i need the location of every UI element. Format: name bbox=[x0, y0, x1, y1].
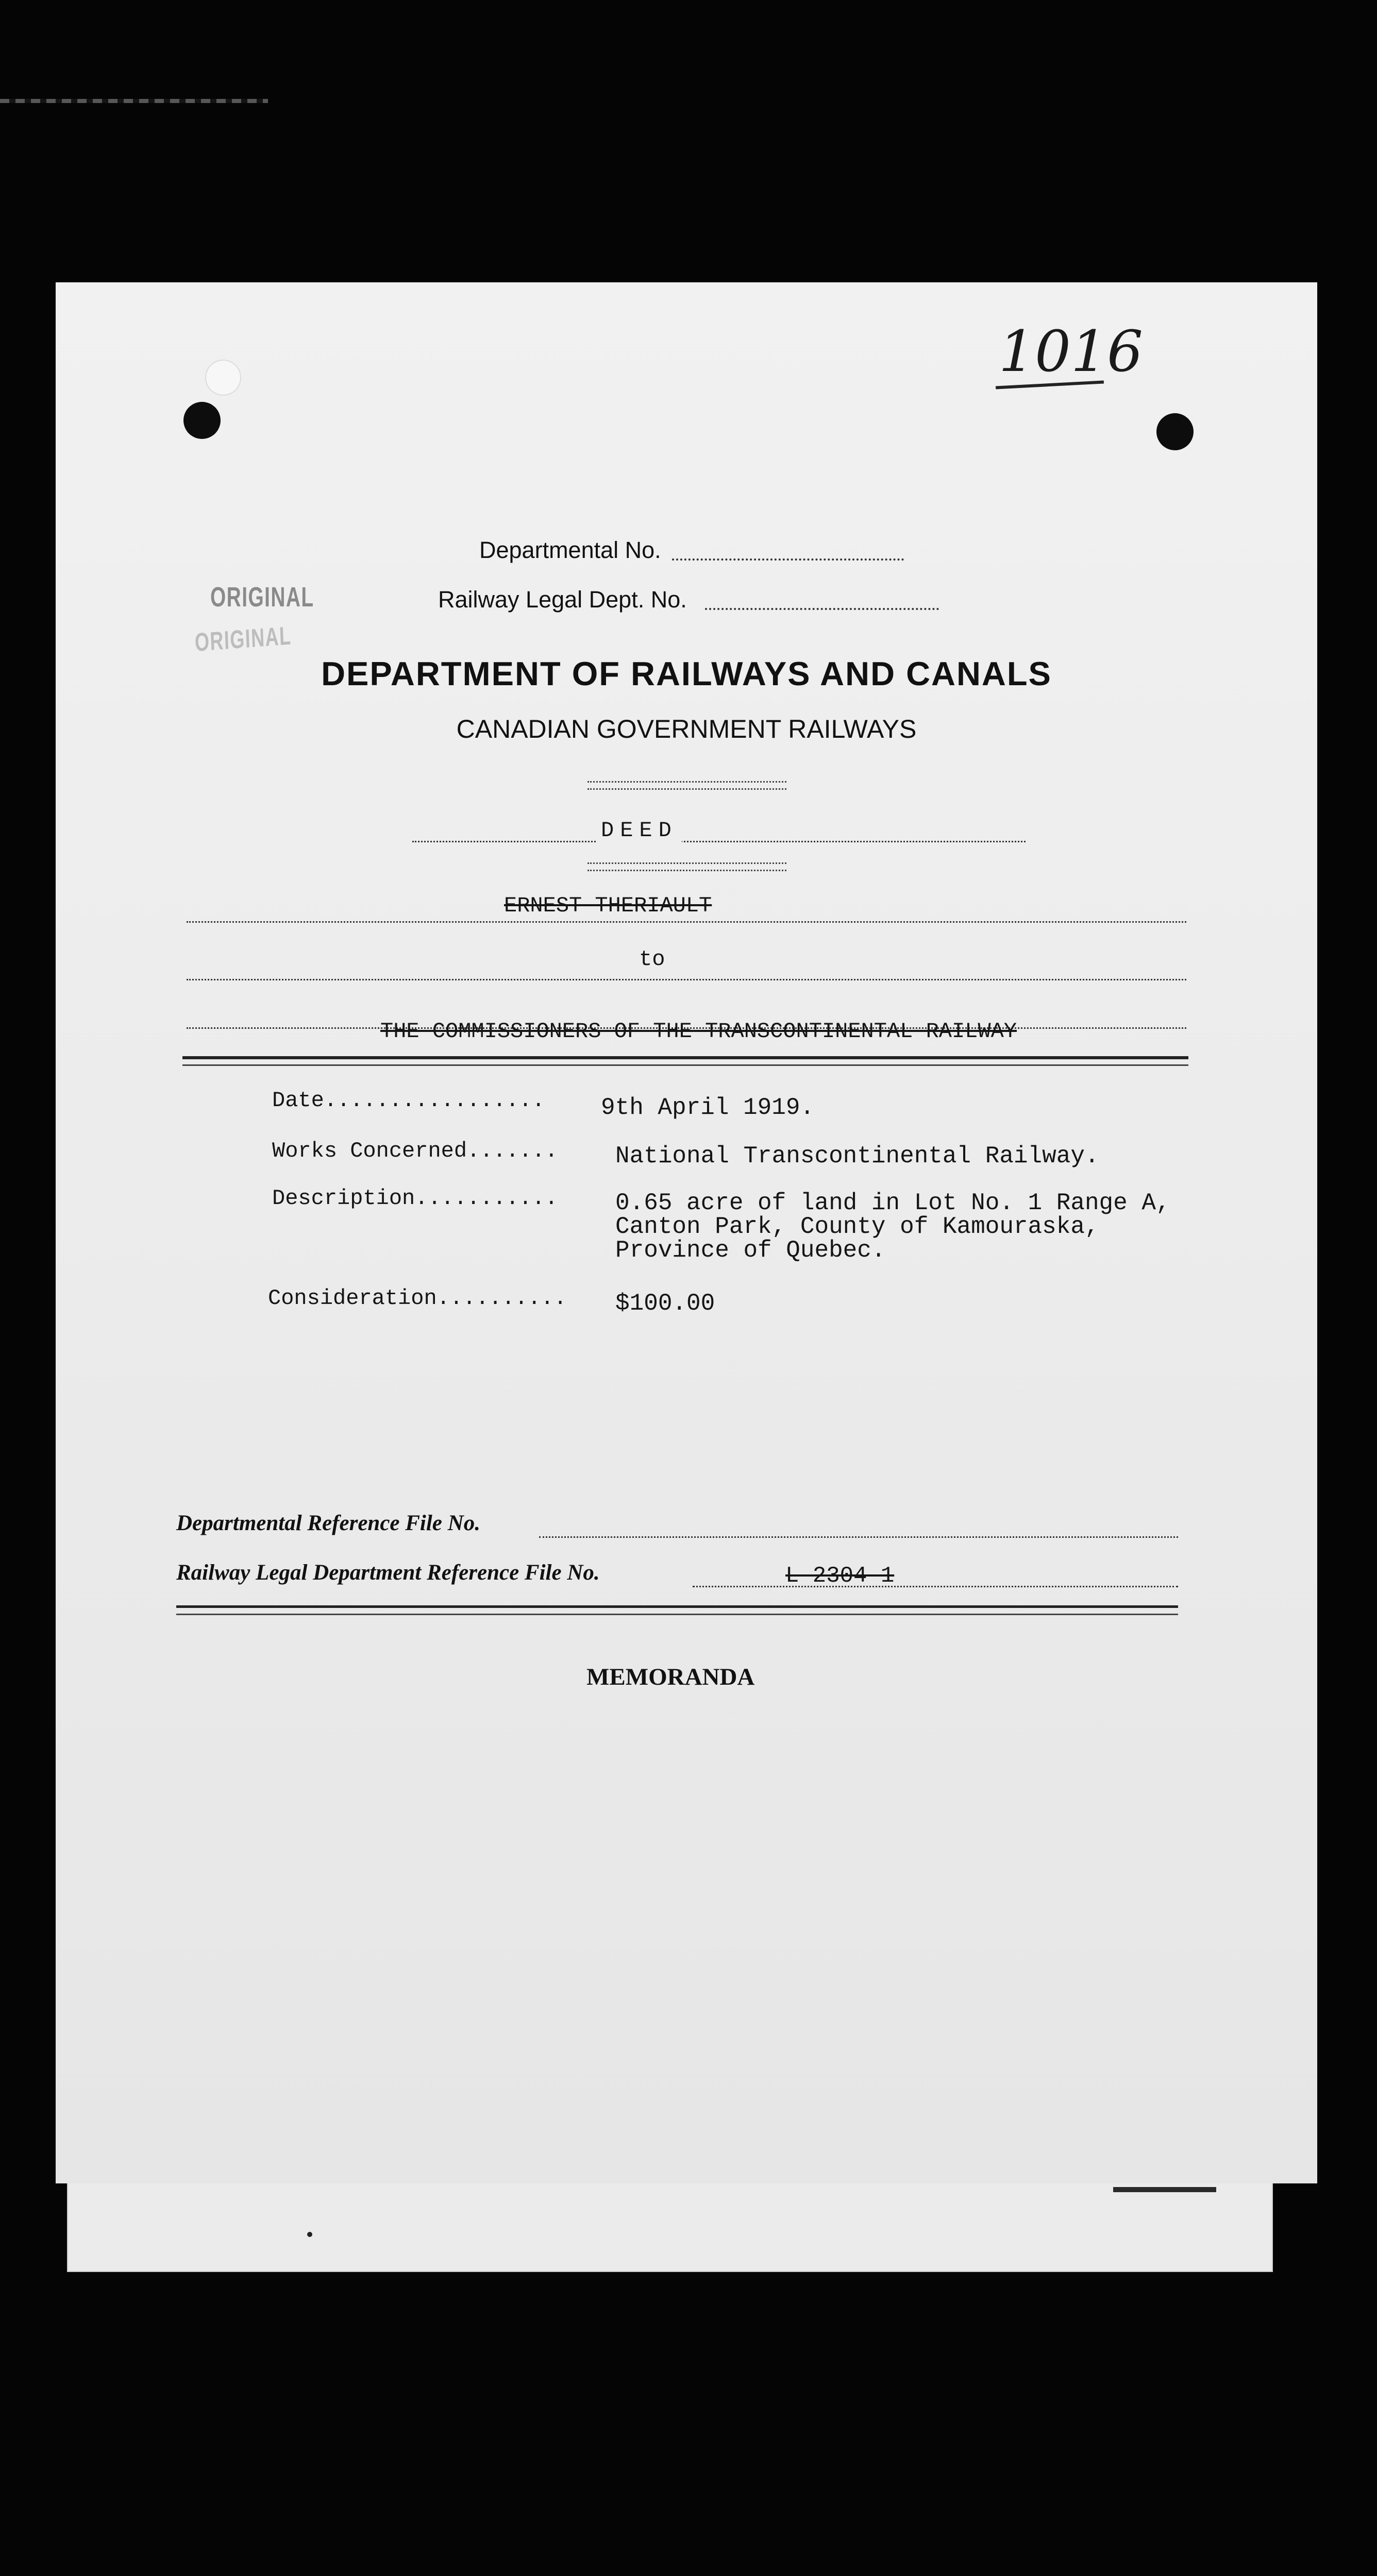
deed-line bbox=[412, 841, 1026, 842]
date-value: 9th April 1919. bbox=[601, 1094, 815, 1121]
departmental-no-label: Departmental No. bbox=[479, 537, 661, 563]
underlying-sheet-dot bbox=[307, 2232, 312, 2237]
departmental-no-line bbox=[672, 558, 904, 561]
deed-label: DEED bbox=[597, 818, 682, 843]
connector-to: to bbox=[639, 947, 665, 972]
memoranda-heading: MEMORANDA bbox=[586, 1664, 755, 1690]
works-concerned-value: National Transcontinental Railway. bbox=[615, 1143, 1099, 1170]
departmental-reference-label: Departmental Reference File No. bbox=[176, 1511, 480, 1535]
underlying-sheet-mark bbox=[1113, 2187, 1216, 2192]
grantor-name: ERNEST THERIAULT bbox=[504, 893, 712, 918]
railway-legal-reference-label: Railway Legal Department Reference File No. bbox=[176, 1561, 600, 1585]
punch-hole-ghost bbox=[206, 361, 240, 395]
double-rule-top-1 bbox=[182, 1056, 1188, 1059]
punch-hole-left bbox=[183, 402, 221, 439]
department-title: DEPARTMENT OF RAILWAYS AND CANALS bbox=[321, 655, 1052, 692]
original-stamp: ORIGINAL bbox=[210, 582, 314, 613]
railway-legal-reference-value: L-2304-1 bbox=[785, 1563, 895, 1589]
railway-legal-dept-no-line bbox=[705, 608, 939, 610]
handwritten-file-number: 1016 bbox=[999, 318, 1143, 384]
consideration-label: Consideration.......... bbox=[268, 1286, 567, 1311]
description-line: Canton Park, County of Kamouraska, bbox=[615, 1213, 1099, 1240]
railway-legal-reference-line bbox=[693, 1586, 1178, 1587]
original-stamp-faded: ORIGINAL bbox=[194, 621, 292, 657]
double-rule-bottom-2 bbox=[176, 1614, 1178, 1615]
double-rule-top-2 bbox=[182, 1064, 1188, 1066]
film-edge-scratch bbox=[0, 99, 268, 103]
divider-bottom-1 bbox=[587, 862, 786, 864]
divider-top-1 bbox=[587, 781, 786, 783]
railways-subtitle: CANADIAN GOVERNMENT RAILWAYS bbox=[456, 715, 917, 743]
date-label: Date................. bbox=[272, 1088, 545, 1113]
railway-legal-dept-no-label: Railway Legal Dept. No. bbox=[438, 586, 687, 613]
divider-top-2 bbox=[587, 788, 786, 790]
deed-document-page bbox=[56, 282, 1317, 2183]
grantee-name: THE COMMISSIONERS OF THE TRANSCONTINENTAL RAILWAY bbox=[380, 1019, 1017, 1044]
double-rule-bottom-1 bbox=[176, 1605, 1178, 1608]
departmental-reference-line bbox=[539, 1536, 1178, 1538]
grantor-line bbox=[187, 921, 1186, 923]
works-concerned-label: Works Concerned....... bbox=[272, 1139, 558, 1163]
connector-line bbox=[187, 979, 1186, 980]
description-value bbox=[615, 1191, 1170, 1262]
punch-hole-right bbox=[1156, 413, 1194, 450]
divider-bottom-2 bbox=[587, 870, 786, 871]
consideration-value: $100.00 bbox=[615, 1290, 715, 1317]
description-line: 0.65 acre of land in Lot No. 1 Range A, bbox=[615, 1190, 1170, 1216]
description-line: Province of Quebec. bbox=[615, 1237, 886, 1264]
description-label: Description........... bbox=[272, 1186, 558, 1211]
